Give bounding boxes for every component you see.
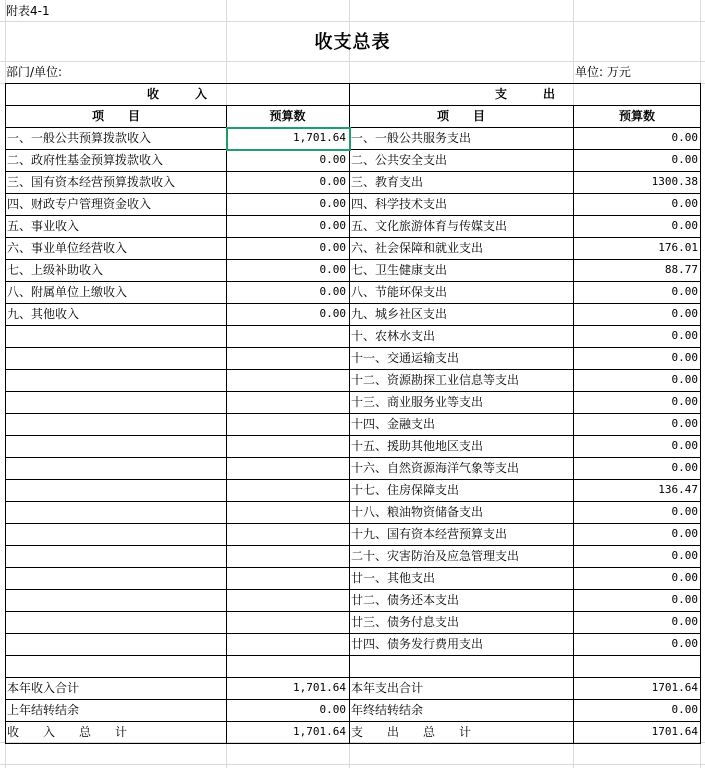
income-row-item: 三、国有资本经营预算拨款收入 xyxy=(7,175,176,189)
expense-row-item: 廿四、债务发行费用支出 xyxy=(351,637,484,651)
expense-row-value[interactable]: 1300.38 xyxy=(651,175,698,188)
expense-row-value[interactable]: 0.00 xyxy=(671,593,698,606)
expense-row-item: 十九、国有资本经营预算支出 xyxy=(351,527,508,541)
income-row-item: 四、财政专户管理资金收入 xyxy=(7,197,152,211)
expense-row-item: 廿二、债务还本支出 xyxy=(351,593,460,607)
income-budget-col-header: 预算数 xyxy=(269,109,306,123)
income-row-item: 六、事业单位经营收入 xyxy=(7,241,128,255)
expense-row-value[interactable]: 0.00 xyxy=(671,615,698,628)
expense-row-item: 十五、援助其他地区支出 xyxy=(351,439,484,453)
summary-expense-value[interactable]: 1701.64 xyxy=(651,681,698,694)
expense-row-item: 九、城乡社区支出 xyxy=(351,307,448,321)
expense-row-item: 十六、自然资源海洋气象等支出 xyxy=(351,461,520,475)
income-header: 收 入 xyxy=(146,87,207,101)
expense-row-value[interactable]: 0.00 xyxy=(671,571,698,584)
expense-row-item: 二、公共安全支出 xyxy=(351,153,448,167)
expense-row-value[interactable]: 176.01 xyxy=(658,241,698,254)
income-item-col-header: 项 目 xyxy=(91,109,140,123)
expense-row-value[interactable]: 0.00 xyxy=(671,153,698,166)
expense-row-value[interactable]: 0.00 xyxy=(671,637,698,650)
summary-expense-item: 本年支出合计 xyxy=(351,681,424,695)
expense-row-value[interactable]: 0.00 xyxy=(671,307,698,320)
expense-row-value[interactable]: 0.00 xyxy=(671,197,698,210)
income-row-item: 一、一般公共预算拨款收入 xyxy=(7,131,152,145)
expense-row-value[interactable]: 0.00 xyxy=(671,395,698,408)
expense-row-item: 六、社会保障和就业支出 xyxy=(351,241,484,255)
expense-row-value[interactable]: 0.00 xyxy=(671,439,698,452)
income-row-value[interactable]: 1,701.64 xyxy=(293,131,346,144)
income-row-item: 二、政府性基金预算拨款收入 xyxy=(7,153,164,167)
expense-row-value[interactable]: 0.00 xyxy=(671,351,698,364)
expense-row-value[interactable]: 0.00 xyxy=(671,549,698,562)
expense-row-value[interactable]: 0.00 xyxy=(671,527,698,540)
expense-row-item: 五、文化旅游体育与传媒支出 xyxy=(351,219,508,233)
expense-row-item: 三、教育支出 xyxy=(351,175,424,189)
expense-row-value[interactable]: 0.00 xyxy=(671,417,698,430)
income-row-value[interactable]: 0.00 xyxy=(319,285,346,298)
expense-budget-col-header: 预算数 xyxy=(618,109,655,123)
expense-row-item: 七、卫生健康支出 xyxy=(351,263,448,277)
expense-item-col-header: 项 目 xyxy=(436,109,485,123)
income-row-item: 九、其他收入 xyxy=(7,307,80,321)
expense-row-value[interactable]: 0.00 xyxy=(671,219,698,232)
expense-row-item: 一、一般公共服务支出 xyxy=(351,131,472,145)
expense-row-item: 十八、粮油物资储备支出 xyxy=(351,505,484,519)
income-row-item: 八、附属单位上缴收入 xyxy=(7,285,128,299)
summary-income-value[interactable]: 0.00 xyxy=(319,703,346,716)
income-row-value[interactable]: 0.00 xyxy=(319,307,346,320)
expense-row-item: 廿一、其他支出 xyxy=(351,571,436,585)
summary-income-item: 上年结转结余 xyxy=(7,703,80,717)
summary-expense-value[interactable]: 1701.64 xyxy=(651,725,698,738)
expense-row-item: 廿三、债务付息支出 xyxy=(351,615,460,629)
summary-income-value[interactable]: 1,701.64 xyxy=(293,681,346,694)
unit-label: 单位: 万元 xyxy=(575,65,631,79)
expense-row-item: 二十、灾害防治及应急管理支出 xyxy=(351,549,520,563)
table-border-line xyxy=(5,743,701,744)
income-row-value[interactable]: 0.00 xyxy=(319,263,346,276)
income-row-item: 七、上级补助收入 xyxy=(7,263,104,277)
table-border-line xyxy=(700,83,701,743)
attachment-label: 附表4-1 xyxy=(6,4,50,18)
expense-row-value[interactable]: 0.00 xyxy=(671,131,698,144)
summary-expense-value[interactable]: 0.00 xyxy=(671,703,698,716)
expense-row-value[interactable]: 0.00 xyxy=(671,329,698,342)
summary-income-value[interactable]: 1,701.64 xyxy=(293,725,346,738)
page-title: 收支总表 xyxy=(314,32,391,53)
income-row-value[interactable]: 0.00 xyxy=(319,197,346,210)
expense-row-item: 十一、交通运输支出 xyxy=(351,351,460,365)
selected-cell[interactable] xyxy=(226,127,351,151)
expense-row-value[interactable]: 136.47 xyxy=(658,483,698,496)
expense-row-value[interactable]: 0.00 xyxy=(671,373,698,386)
expense-row-item: 四、科学技术支出 xyxy=(351,197,448,211)
expense-row-item: 十四、金融支出 xyxy=(351,417,436,431)
table-border-line xyxy=(5,655,701,656)
summary-income-item: 本年收入合计 xyxy=(7,681,80,695)
expense-row-value[interactable]: 0.00 xyxy=(671,461,698,474)
income-row-value[interactable]: 0.00 xyxy=(319,241,346,254)
expense-row-item: 十三、商业服务业等支出 xyxy=(351,395,484,409)
summary-income-item: 收 入 总 计 xyxy=(7,725,128,739)
expense-row-item: 十七、住房保障支出 xyxy=(351,483,460,497)
expense-row-item: 十二、资源勘探工业信息等支出 xyxy=(351,373,520,387)
expense-header: 支 出 xyxy=(494,87,555,101)
expense-row-value[interactable]: 0.00 xyxy=(671,285,698,298)
expense-row-item: 八、节能环保支出 xyxy=(351,285,448,299)
table-border-line xyxy=(349,83,350,743)
table-border-line xyxy=(5,83,6,743)
income-row-value[interactable]: 0.00 xyxy=(319,175,346,188)
summary-expense-item: 年终结转结余 xyxy=(351,703,424,717)
expense-row-value[interactable]: 88.77 xyxy=(664,263,698,276)
income-row-value[interactable]: 0.00 xyxy=(319,219,346,232)
expense-row-item: 十、农林水支出 xyxy=(351,329,436,343)
income-row-item: 五、事业收入 xyxy=(7,219,80,233)
dept-label: 部门/单位: xyxy=(6,65,63,79)
income-row-value[interactable]: 0.00 xyxy=(319,153,346,166)
summary-expense-item: 支 出 总 计 xyxy=(351,725,472,739)
expense-row-value[interactable]: 0.00 xyxy=(671,505,698,518)
